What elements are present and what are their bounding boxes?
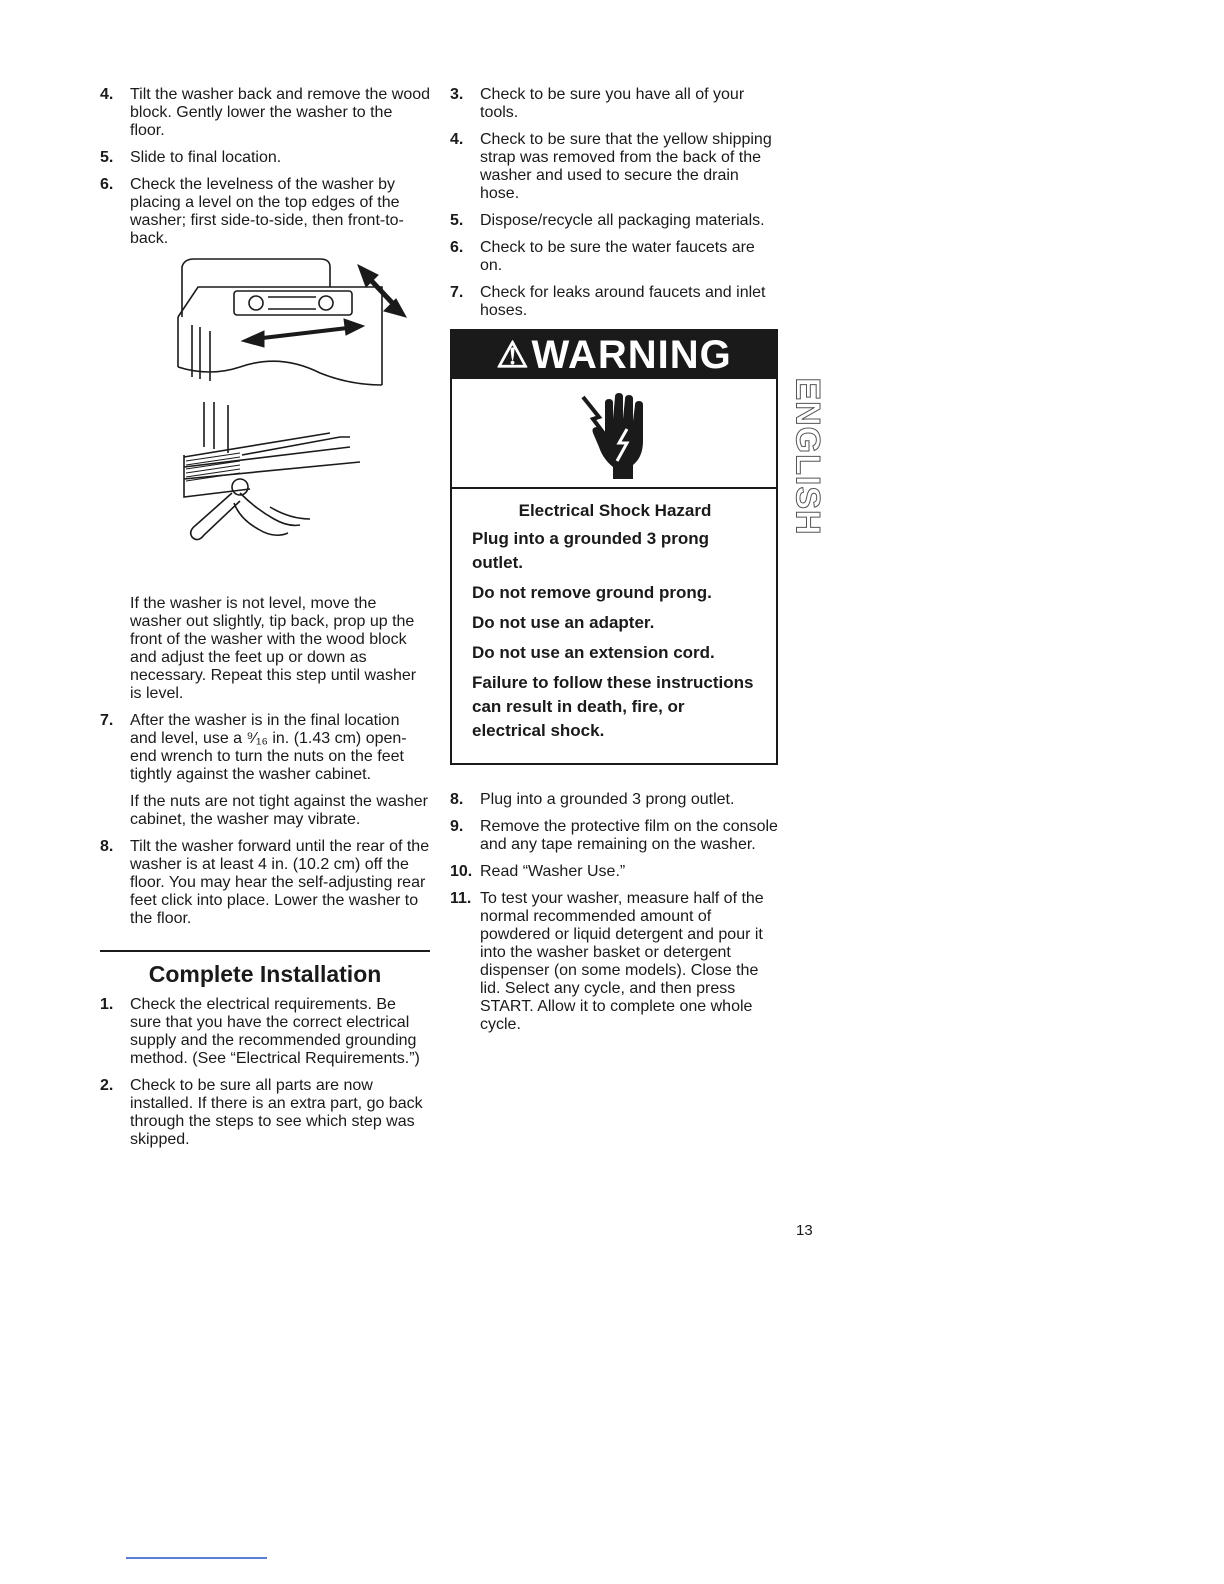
nuts-paragraph: If the nuts are not tight against the washer cabinet, the washer may vibrate. [130, 793, 428, 828]
step-4-left [100, 86, 430, 140]
step-text: Check to be sure you have all of your tools. [480, 86, 745, 121]
step-text: Plug into a grounded 3 prong outlet. [480, 791, 735, 808]
step-8-right [450, 791, 780, 809]
step-3-right [450, 86, 780, 122]
step-5-right [450, 212, 780, 230]
complete-step-2 [100, 1077, 430, 1149]
warning-line: Failure to follow these instructions can result in death, fire, or electrical shock. [472, 673, 754, 740]
step-6-left [100, 176, 430, 248]
step-number: 6. [450, 239, 464, 256]
section-title: Complete Installation [148, 961, 382, 987]
warning-triangle-icon: ⚠ [496, 334, 530, 375]
step-text: Check to be sure the water faucets are on. [480, 239, 755, 274]
electric-shock-hand-icon [569, 383, 659, 483]
step-text: To test your washer, measure half of the normal recommended amount of powdered or liquid detergent and pour it into the washer basket or detergent dispenser (on some models). Close the lid. Select any cycle, and then press START. Allow it to complete one whole cycle. [480, 890, 764, 1033]
step-number: 1. [100, 996, 114, 1013]
step-number: 3. [450, 86, 464, 103]
page-number: 13 [796, 1222, 813, 1239]
complete-step-1 [100, 996, 430, 1068]
step-text: Check for leaks around faucets and inlet hoses. [480, 284, 766, 319]
step-text: Check the electrical requirements. Be sure that you have the correct electrical supply and the recommended grounding method. (See “Electrical Requirements.”) [130, 996, 420, 1067]
step-text: Tilt the washer forward until the rear of the washer is at least 4 in. (10.2 cm) off the floor. You may hear the self-adjusting rear feet click into place. Lower the washer to the floor. [130, 838, 430, 927]
step-number: 8. [450, 791, 464, 808]
washer-illustration-svg [170, 257, 430, 577]
step-text: Slide to final location. [130, 149, 282, 166]
shock-hazard-area [452, 379, 776, 489]
step-8-left [100, 838, 430, 928]
step-number: 7. [450, 284, 464, 301]
step-text: Tilt the washer back and remove the wood block. Gently lower the washer to the floor. [130, 86, 431, 139]
step-7-left [100, 712, 430, 784]
step-number: 2. [100, 1077, 114, 1094]
bottom-decorative-line [126, 1557, 267, 1559]
step-text: After the washer is in the final location and level, use a ⁹⁄₁₆ in. (1.43 cm) open-end wrench to turn the nuts on the feet tightly against the washer cabinet. [130, 712, 407, 783]
warning-label: WARNING [531, 333, 732, 377]
warning-title: Electrical Shock Hazard [518, 501, 712, 520]
step-number: 5. [100, 149, 114, 166]
step-text: Check to be sure all parts are now installed. If there is an extra part, go back through the steps to see which step was skipped. [130, 1077, 423, 1148]
warning-header [452, 331, 776, 379]
level-paragraph: If the washer is not level, move the washer out slightly, tip back, prop up the front of the washer with the wood block and adjust the feet up or down as necessary. Repeat this step until washer is level. [130, 595, 417, 702]
section-divider [100, 950, 430, 952]
step-10-right [450, 863, 780, 881]
step-text: Read “Washer Use.” [480, 863, 626, 880]
step-number: 6. [100, 176, 114, 193]
warning-body [452, 489, 776, 763]
warning-line: Do not use an extension cord. [472, 643, 715, 662]
step-number: 8. [100, 838, 114, 855]
left-column [100, 86, 430, 1158]
language-label: ENGLISH [788, 376, 827, 536]
warning-line: Do not use an adapter. [472, 613, 655, 632]
step-number: 4. [100, 86, 114, 103]
washer-leveling-illustration [170, 257, 430, 577]
step-text: Check to be sure that the yellow shipping strap was removed from the back of the washer and used to secure the drain hose. [480, 131, 772, 202]
step-text: Remove the protective film on the console and any tape remaining on the washer. [480, 818, 778, 853]
warning-line: Plug into a grounded 3 prong outlet. [472, 529, 710, 572]
warning-box [450, 329, 778, 765]
right-column [450, 86, 780, 1043]
step-number: 9. [450, 818, 464, 835]
step-number: 11. [450, 890, 472, 907]
step-text: Check the levelness of the washer by placing a level on the top edges of the washer; first side-to-side, then front-to-back. [130, 176, 404, 247]
step-number: 7. [100, 712, 114, 729]
step-number: 4. [450, 131, 464, 148]
step-9-right [450, 818, 780, 854]
step-6-right [450, 239, 780, 275]
step-number: 5. [450, 212, 464, 229]
step-7-right [450, 284, 780, 320]
step-text: Dispose/recycle all packaging materials. [480, 212, 765, 229]
step-4-right [450, 131, 780, 203]
step-11-right [450, 890, 780, 1034]
step-5-left [100, 149, 430, 167]
language-side-tab [788, 366, 827, 546]
warning-line: Do not remove ground prong. [472, 583, 712, 602]
step-number: 10. [450, 863, 473, 880]
